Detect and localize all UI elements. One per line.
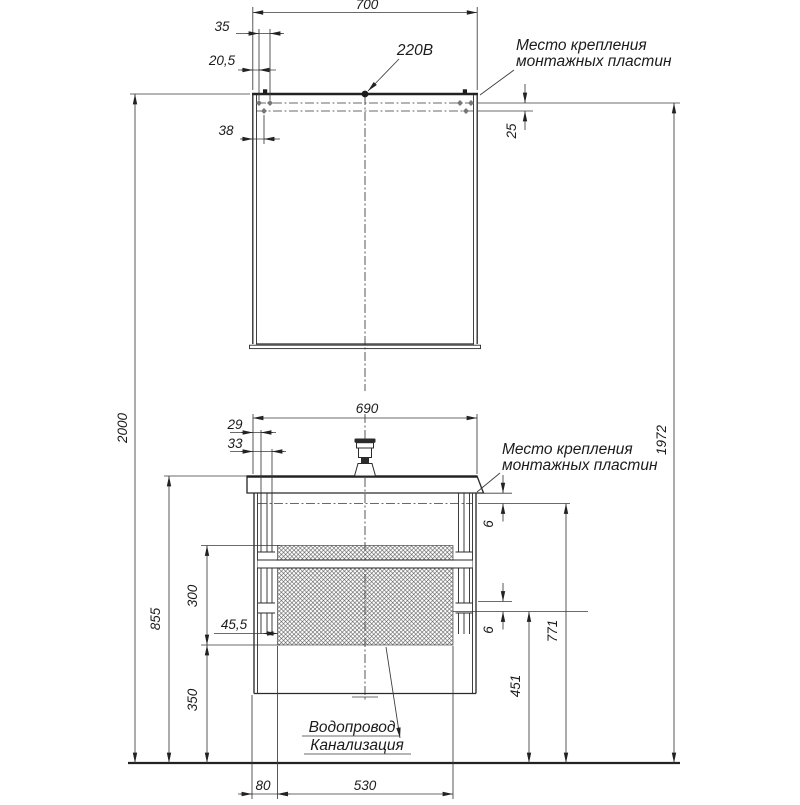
mount-note-mid-line1: Место крепления [502, 441, 633, 458]
dim-plate-height: 1972 [654, 424, 669, 456]
hinge-mark-left [263, 89, 267, 93]
dim-total-height: 2000 [115, 412, 130, 444]
dim-hole2-offset: 38 [218, 123, 234, 138]
dimensions-top [208, 0, 680, 144]
dimensions-right [453, 103, 674, 763]
dim-plate-drop: 25 [504, 123, 519, 139]
dimensions-left [115, 94, 280, 763]
dimensions-bottom [238, 646, 453, 799]
dim-gap-top: 6 [481, 520, 496, 528]
dim-hatch-height: 300 [185, 584, 200, 608]
mount-note-mid-line2: монтажных пластин [502, 457, 658, 474]
dim-vanity-off2: 33 [227, 436, 243, 451]
utility-label-line1: Водопровод [308, 719, 396, 736]
dim-hatch-offset: 45,5 [220, 617, 248, 632]
dim-countertop-height: 771 [545, 619, 560, 643]
power-label: 220В [396, 42, 434, 59]
utility-label-line2: Канализация [310, 737, 404, 754]
faucet [355, 439, 376, 477]
mirror-cabinet [250, 89, 481, 391]
vanity-cabinet [247, 414, 484, 702]
dimensions-vanity [226, 401, 657, 493]
dim-hatch-bottom: 350 [185, 688, 200, 712]
dim-gap-bottom: 6 [481, 626, 496, 634]
dim-hole-offset: 20,5 [208, 53, 236, 68]
dim-basin-height: 855 [148, 607, 163, 631]
mount-note-top-line1: Место крепления [516, 37, 647, 54]
mount-note-top-line2: монтажных пластин [516, 53, 672, 70]
dim-hole-spacing: 35 [214, 19, 230, 34]
dim-zone-width: 530 [353, 778, 377, 793]
dim-vanity-off1: 29 [227, 417, 243, 432]
dim-vanity-width: 690 [355, 401, 379, 416]
dim-rail-height: 451 [508, 674, 523, 698]
power-outlet-point [362, 91, 369, 98]
hinge-mark-right [463, 89, 467, 93]
dim-edge-offset: 80 [255, 778, 271, 793]
dim-mirror-width: 700 [355, 0, 379, 12]
drawer-gap [258, 561, 473, 568]
